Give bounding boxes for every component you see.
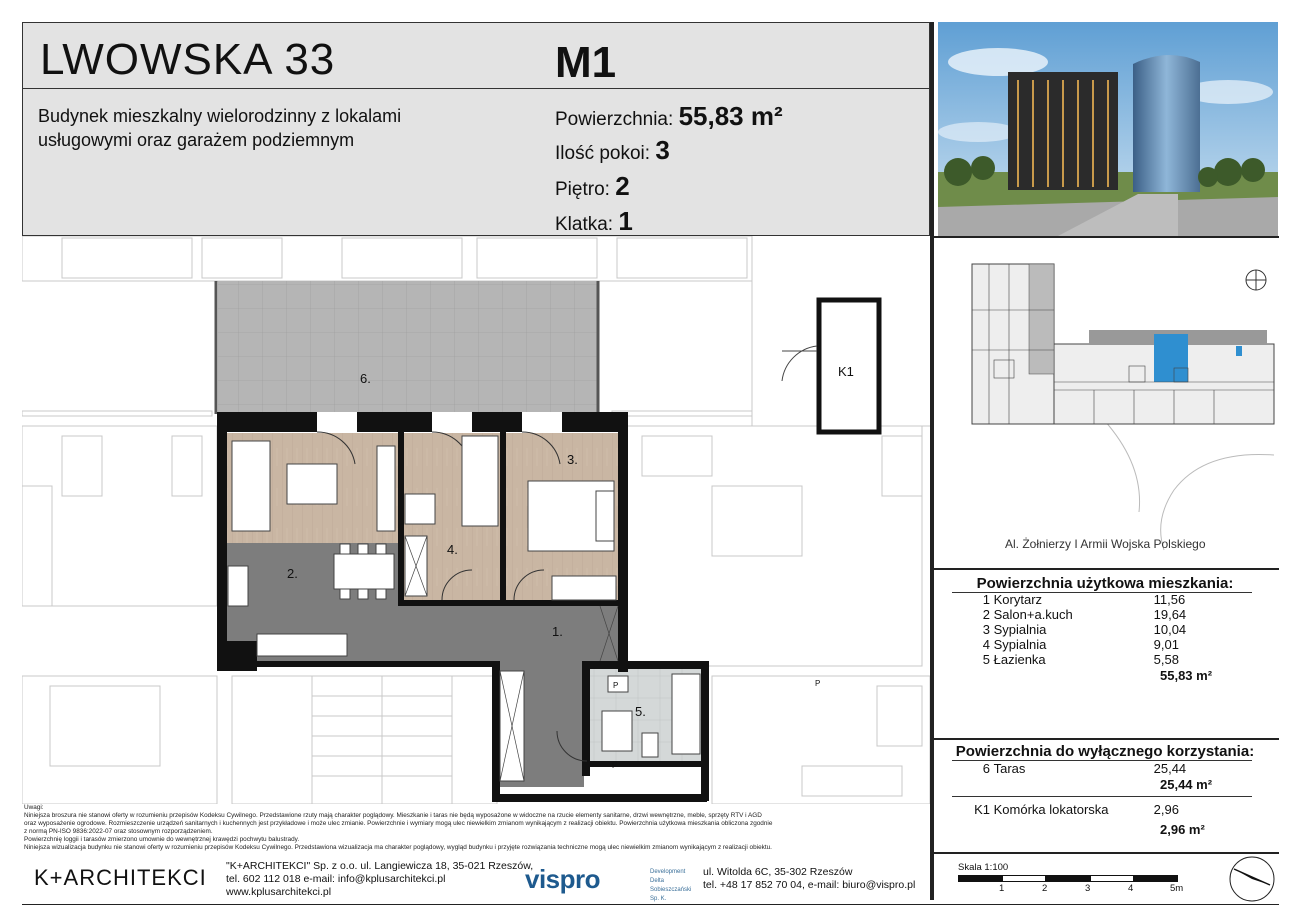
project-title: LWOWSKA 33	[40, 35, 336, 84]
unit-number: M1	[555, 38, 617, 87]
scale-tick: 1	[999, 883, 1005, 894]
room-label-3: 3.	[567, 452, 578, 467]
exclusive-area-title: Powierzchnia do wyłącznego korzystania:	[955, 743, 1255, 760]
terrace-area	[218, 281, 598, 413]
architect-website-link[interactable]: www.kplusarchitekci.pl	[226, 886, 332, 898]
site-plan	[934, 250, 1279, 570]
photo-bottom-line	[934, 236, 1279, 238]
stair-label: Klatka:	[555, 214, 614, 235]
storage-total: 2,96 m²	[1160, 822, 1205, 837]
rooms-spec	[555, 135, 670, 166]
scale-tick: 2	[1042, 883, 1048, 894]
area-value: 55,83 m²	[678, 101, 783, 131]
table-mid-line	[934, 738, 1279, 740]
building-description: Budynek mieszkalny wielorodzinny z lokalami usługowymi oraz garażem podziemnym	[38, 106, 402, 150]
notes-line: Niniejsza broszura nie stanowi oferty w rozumieniu przepisów Kodeksu Cywilnego. Przedstawione rzuty mają charakter poglądowy. Mieszkanie i taras nie będą wyposażone w widoczne na rzucie elementy sanitarne, drzwi wewnętrzne, meble, sprzęty RTV i AGD	[24, 812, 762, 819]
floor-value: 2	[615, 171, 630, 201]
building-visualization	[938, 22, 1278, 236]
scale-label: Skala 1:100	[958, 862, 1009, 873]
toilet-mark: P	[612, 761, 618, 770]
table-row: 4 Sypialnia 9,01	[982, 637, 1179, 652]
developer-phone-email[interactable]: tel. +48 17 852 70 04, e-mail: biuro@vispro.pl	[703, 879, 916, 891]
architect-phone-email[interactable]: tel. 602 112 018 e-mail: info@kplusarchitekci.pl	[226, 873, 446, 885]
street-name: Al. Żołnierzy I Armii Wojska Polskiego	[1005, 537, 1206, 551]
developer-logo: vispro	[525, 864, 601, 894]
room-label-5: 5.	[635, 704, 646, 719]
notes-line: oraz wyposażenie ogrodowe. Rozmieszczenie urządzeń sanitarnych i kuchennych jest przykładowe i może ulec zmianie. Powierzchnie i wymiary mogą ulec niewielkim zmianom wynikającym z realizacji obiektu. Powierzchnia użytkowa mieszkania obliczona zgodnie	[24, 820, 773, 827]
scale-tick: 3	[1085, 883, 1091, 894]
unit-highlight	[1154, 334, 1188, 382]
table-row: 5 Łazienka 5,58	[982, 652, 1179, 667]
floor-plan	[22, 236, 930, 804]
disclaimer-notes	[24, 804, 929, 852]
table-row: 2 Salon+a.kuch 19,64	[982, 607, 1187, 622]
exclusive-area-total: 25,44 m²	[1160, 777, 1213, 792]
toilet-mark: P	[613, 681, 619, 690]
table-row: 1 Korytarz 11,56	[982, 592, 1186, 607]
floor-label: Piętro:	[555, 179, 610, 200]
notes-heading: Uwagi:	[24, 804, 44, 811]
compass-icon	[1246, 270, 1266, 290]
room-label-6: 6.	[360, 371, 371, 386]
architect-contact	[226, 860, 533, 899]
area-label: Powierzchnia:	[555, 109, 674, 130]
room-label-1: 1.	[552, 624, 563, 639]
notes-line: z normą PN-ISO 9836:2022-07 oraz stosownym rozporządzeniem.	[24, 828, 213, 835]
rooms-value: 3	[655, 135, 670, 165]
table-top-line	[934, 568, 1279, 570]
storage-rule	[952, 796, 1252, 797]
scale-top-line	[934, 852, 1279, 854]
usable-area-total: 55,83 m²	[1160, 668, 1213, 683]
scale-tick: 5m	[1170, 883, 1184, 894]
stair-spec	[555, 206, 633, 237]
architect-logo: K+ARCHITEKCI	[34, 865, 207, 890]
room-label-4: 4.	[447, 542, 458, 557]
notes-line: Powierzchnię loggii i tarasów zmierzono umownie do wewnętrznej krawędzi pochwytu balustrady.	[24, 836, 300, 843]
toilet-mark: P	[815, 679, 821, 688]
table-row: 3 Sypialnia 10,04	[982, 622, 1187, 637]
table-row: K1 Komórka lokatorska 2,96	[974, 802, 1179, 817]
north-arrow-icon	[1228, 855, 1276, 903]
developer-tagline: Development Delta Sobieszczański Sp. K.	[650, 869, 692, 902]
notes-line: Niniejsza wizualizacja budynku nie stanowi oferty w rozumieniu przepisów Kodeksu Cywilnego. Przedstawiona wizualizacja ma charakter poglądowy, wygląd budynku i przyjęte rozwiązania techniczne mogą ulec niewielkim zmianom wynikającym z realizacji obiektu.	[24, 844, 772, 851]
area-spec	[555, 101, 783, 132]
table-row: 6 Taras 25,44	[982, 761, 1187, 776]
architect-address: "K+ARCHITEKCI" Sp. z o.o. ul. Langiewicza 18, 35-021 Rzeszów,	[226, 860, 534, 872]
developer-address: ul. Witolda 6C, 35-302 Rzeszów	[703, 866, 853, 878]
usable-area-title: Powierzchnia użytkowa mieszkania:	[976, 575, 1234, 592]
floor-spec	[555, 171, 630, 202]
developer-contact	[703, 866, 915, 892]
scale-bar	[958, 875, 1178, 882]
page-bottom-line	[22, 904, 1279, 905]
rooms-label: Ilość pokoi:	[555, 143, 651, 164]
stair-value: 1	[618, 206, 633, 236]
scale-tick: 4	[1128, 883, 1134, 894]
storage-label: K1	[838, 364, 854, 379]
header-divider	[22, 88, 930, 89]
room-label-2: 2.	[287, 566, 298, 581]
usable-area-table	[968, 592, 1268, 667]
